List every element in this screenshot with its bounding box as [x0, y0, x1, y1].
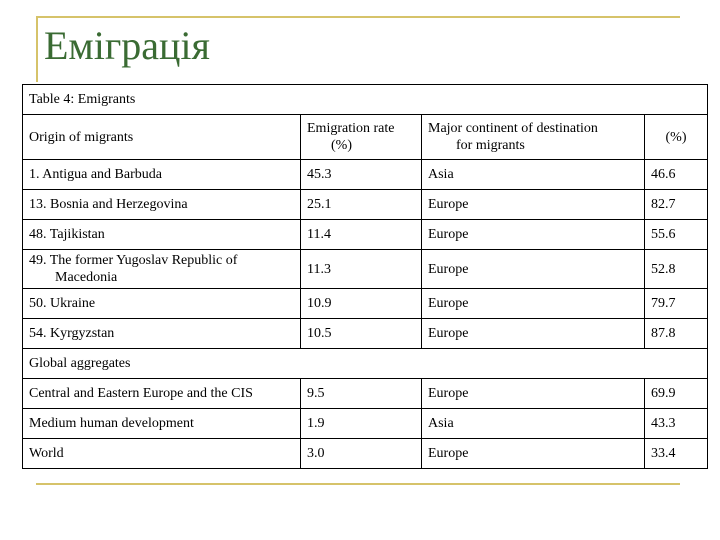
- table-row: [23, 220, 708, 250]
- header-rate-line1: Emigration rate: [307, 121, 395, 136]
- cell-origin: 50. Ukraine: [23, 289, 301, 319]
- cell-rate: 25.1: [301, 190, 422, 220]
- cell-continent: Europe: [422, 220, 645, 250]
- cell-percent: 79.7: [645, 289, 708, 319]
- cell-rate: 1.9: [301, 409, 422, 439]
- cell-continent: Europe: [422, 439, 645, 469]
- header-origin: Origin of migrants: [23, 115, 301, 160]
- cell-origin-line1: 49. The former Yugoslav Republic of: [29, 253, 238, 268]
- cell-continent: Europe: [422, 379, 645, 409]
- aggregates-label: Global aggregates: [23, 349, 708, 379]
- cell-percent: 69.9: [645, 379, 708, 409]
- cell-percent: 46.6: [645, 160, 708, 190]
- cell-origin: 48. Tajikistan: [23, 220, 301, 250]
- cell-percent: 33.4: [645, 439, 708, 469]
- cell-continent: Europe: [422, 319, 645, 349]
- cell-rate: 11.3: [301, 250, 422, 289]
- header-percent: (%): [645, 115, 708, 160]
- table-row: [23, 190, 708, 220]
- cell-origin-line2: Macedonia: [55, 270, 118, 285]
- cell-rate: 45.3: [301, 160, 422, 190]
- header-rate-line2: (%): [331, 138, 352, 153]
- aggregates-label-row: [23, 349, 708, 379]
- cell-origin: 13. Bosnia and Herzegovina: [23, 190, 301, 220]
- header-destination-line2: for migrants: [456, 138, 525, 153]
- table-row: [23, 439, 708, 469]
- cell-origin: Central and Eastern Europe and the CIS: [23, 379, 301, 409]
- cell-rate: 10.5: [301, 319, 422, 349]
- cell-continent: Europe: [422, 190, 645, 220]
- cell-percent: 82.7: [645, 190, 708, 220]
- left-rule: [36, 16, 38, 82]
- cell-rate: 10.9: [301, 289, 422, 319]
- top-rule: [36, 16, 680, 18]
- cell-continent: Asia: [422, 409, 645, 439]
- table-row: [23, 250, 708, 289]
- table-row: [23, 409, 708, 439]
- table-row: [23, 319, 708, 349]
- cell-origin: World: [23, 439, 301, 469]
- emigrants-table: [22, 84, 708, 469]
- cell-continent: Asia: [422, 160, 645, 190]
- header-destination-line1: Major continent of destination: [428, 121, 598, 136]
- header-rate: [301, 115, 422, 160]
- cell-continent: Europe: [422, 250, 645, 289]
- cell-rate: 11.4: [301, 220, 422, 250]
- table-caption: Table 4: Emigrants: [23, 85, 708, 115]
- cell-percent: 55.6: [645, 220, 708, 250]
- cell-rate: 3.0: [301, 439, 422, 469]
- header-destination: [422, 115, 645, 160]
- table-header-row: [23, 115, 708, 160]
- cell-continent: Europe: [422, 289, 645, 319]
- cell-rate: 9.5: [301, 379, 422, 409]
- table-row: [23, 160, 708, 190]
- cell-percent: 87.8: [645, 319, 708, 349]
- slide-title: Еміграція: [44, 23, 210, 68]
- table-row: [23, 379, 708, 409]
- cell-percent: 52.8: [645, 250, 708, 289]
- table-caption-row: [23, 85, 708, 115]
- cell-origin: [23, 250, 301, 289]
- bottom-rule: [36, 483, 680, 485]
- cell-origin: 54. Kyrgyzstan: [23, 319, 301, 349]
- cell-percent: 43.3: [645, 409, 708, 439]
- table-row: [23, 289, 708, 319]
- cell-origin: 1. Antigua and Barbuda: [23, 160, 301, 190]
- cell-origin: Medium human development: [23, 409, 301, 439]
